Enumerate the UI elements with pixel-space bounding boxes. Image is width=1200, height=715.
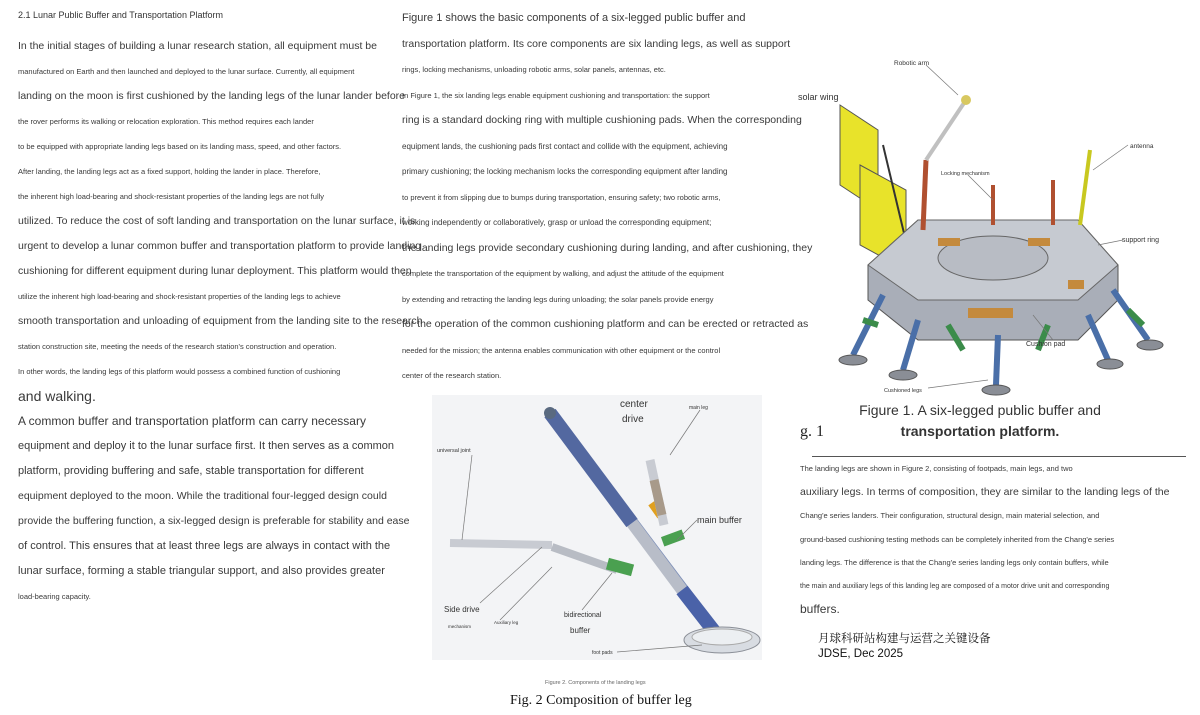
text-line: platform, providing buffering and safe, stable transportation for different xyxy=(18,465,364,477)
label-support-ring: support ring xyxy=(1122,237,1159,244)
text-line: the rover performs its walking or relocation exploration. This method requires each lander xyxy=(18,117,314,126)
text-line: equipment and deploy it to the lunar surface first. It then serves as a common xyxy=(18,440,395,452)
figure-1 xyxy=(798,50,1188,400)
text-line: Figure 1 shows the basic components of a six-legged public buffer and xyxy=(402,12,746,24)
text-line: buffers. xyxy=(800,602,840,616)
figure-2-caption: Fig. 2 Composition of buffer leg xyxy=(510,693,692,708)
figure-2 xyxy=(432,395,762,660)
label-bidirectional: bidirectional xyxy=(564,612,602,619)
label-robotic-arm: Robotic arm xyxy=(894,60,930,67)
text-line: center of the research station. xyxy=(402,371,502,380)
text-line: In other words, the landing legs of this platform would possess a combined function of cushioning xyxy=(18,367,341,376)
text-line: the inherent high load-bearing and shock-resistant properties of the landing legs are not fully xyxy=(18,192,325,201)
middle-body xyxy=(402,6,813,389)
section-title: 2.1 Lunar Public Buffer and Transportation Platform xyxy=(18,10,223,20)
text-line: for the operation of the common cushioning platform and can be erected or retracted as xyxy=(402,318,809,330)
label-mechanism: mechanism xyxy=(448,624,472,629)
text-line: ring is a standard docking ring with multiple cushioning pads. When the corresponding xyxy=(402,114,802,126)
text-line: primary cushioning; the locking mechanism locks the corresponding equipment after landing xyxy=(402,167,728,176)
text-line: station construction site, meeting the needs of the research station's construction and operation. xyxy=(18,342,337,351)
text-line: manufactured on Earth and then launched and deployed to the lunar surface. Currently, all equipment xyxy=(18,67,355,76)
text-line: utilize the inherent high load-bearing and shock-resistant properties of the landing legs to achieve xyxy=(18,292,341,301)
text-line: provide the buffering function, a six-legged design is preferable for stability and ease xyxy=(18,515,410,527)
text-line: lunar surface, forming a stable triangular support, and also provides greater xyxy=(18,565,385,577)
text-line: and walking. xyxy=(18,388,96,404)
label-locking-mechanism: Locking mechanism xyxy=(941,171,990,177)
label-main-leg: main leg xyxy=(689,405,708,411)
figure-2-small-caption: Figure 2. Components of the landing legs xyxy=(545,680,646,686)
text-line: to prevent it from slipping due to bumps during transportation, ensuring safety; two robotic arms, xyxy=(402,192,721,202)
text-line: landing legs. The difference is that the Chang'e series landing legs only contain buffers, while xyxy=(800,558,1109,567)
figure-1-caption-line2: transportation platform. xyxy=(900,423,1060,439)
text-line: ground-based cushioning testing methods can be completely inherited from the Chang'e series xyxy=(800,534,1115,544)
label-buffer: buffer xyxy=(570,626,591,635)
text-line: by extending and retracting the landing legs during unloading; the solar panels provide energy xyxy=(402,294,714,304)
label-universal-joint: universal joint xyxy=(437,448,471,454)
label-cushion-pad: Cushion pad xyxy=(1026,341,1066,348)
text-line: In the initial stages of building a lunar research station, all equipment must be xyxy=(18,40,377,52)
label-foot-pads: foot pads xyxy=(592,650,613,656)
label-main-buffer: main buffer xyxy=(697,515,742,525)
label-center: center xyxy=(620,399,648,410)
text-line: urgent to develop a lunar common buffer and transportation platform to provide landing xyxy=(18,240,422,252)
text-line: After landing, the landing legs act as a fixed support, holding the lander in place. Therefore, xyxy=(18,167,321,176)
right-body xyxy=(800,457,1185,622)
label-solar-wing: solar wing xyxy=(798,92,839,102)
text-line: the main and auxiliary legs of this landing leg are composed of a motor drive unit and corresponding xyxy=(800,582,1110,590)
label-cushioned-legs: Cushioned legs xyxy=(884,388,922,394)
label-auxiliary-leg: Auxiliary leg xyxy=(494,620,519,625)
footer-chinese-title: 月球科研站构建与运营之关键设备 xyxy=(818,633,991,645)
text-line: cushioning for different equipment during lunar deployment. This platform would then xyxy=(18,265,412,277)
text-line: working independently or collaboratively, grasp or unload the corresponding equipment; xyxy=(402,218,712,227)
text-line: the landing legs provide secondary cushioning during landing, and after cushioning, they xyxy=(402,241,813,254)
text-line: equipment deployed to the moon. While the traditional four-legged design could xyxy=(18,490,387,502)
label-drive: drive xyxy=(622,414,644,425)
text-line: to be equipped with appropriate landing legs based on its landing mass, speed, and other factors. xyxy=(18,142,342,151)
text-line: complete the transportation of the equipment by walking, and adjust the attitude of the equipment xyxy=(402,269,724,278)
footer-journal: JDSE, Dec 2025 xyxy=(818,648,904,660)
middle-column xyxy=(402,6,813,389)
left-column xyxy=(18,0,423,609)
text-line: needed for the mission; the antenna enables communication with other equipment or the control xyxy=(402,345,721,355)
text-line: transportation platform. Its core components are six landing legs, as well as support xyxy=(402,37,791,50)
left-body xyxy=(18,34,423,609)
text-line: equipment lands, the cushioning pads first contact and collide with the equipment, achieving xyxy=(402,141,728,151)
text-line: Chang'e series landers. Their configuration, structural design, main material selection, and xyxy=(800,511,1100,520)
text-line: In Figure 1, the six landing legs enable equipment cushioning and transportation: the support xyxy=(402,90,710,100)
right-column xyxy=(800,457,1185,622)
footer xyxy=(818,632,991,662)
figure-1-caption xyxy=(840,400,1120,442)
figure-1-partial-caption: g. 1 xyxy=(800,423,824,440)
figure-1-caption-line1: Figure 1. A six-legged public buffer and xyxy=(859,402,1101,418)
text-line: of control. This ensures that at least three legs are always in contact with the xyxy=(18,540,391,552)
label-antenna: antenna xyxy=(1130,143,1154,150)
text-line: A common buffer and transportation platform can carry necessary xyxy=(18,414,366,428)
text-line: The landing legs are shown in Figure 2, consisting of footpads, main legs, and two xyxy=(800,464,1073,473)
text-line: rings, locking mechanisms, unloading robotic arms, solar panels, antennas, etc. xyxy=(402,65,666,74)
text-line: load-bearing capacity. xyxy=(18,592,91,601)
text-line: smooth transportation and unloading of equipment from the landing site to the research xyxy=(18,315,423,327)
text-line: auxiliary legs. In terms of composition, they are similar to the landing legs of the xyxy=(800,485,1170,498)
text-line: utilized. To reduce the cost of soft landing and transportation on the lunar surface, it is xyxy=(18,215,416,227)
label-side-drive: Side drive xyxy=(444,605,480,614)
text-line: landing on the moon is first cushioned by the landing legs of the lunar lander before xyxy=(18,90,406,102)
